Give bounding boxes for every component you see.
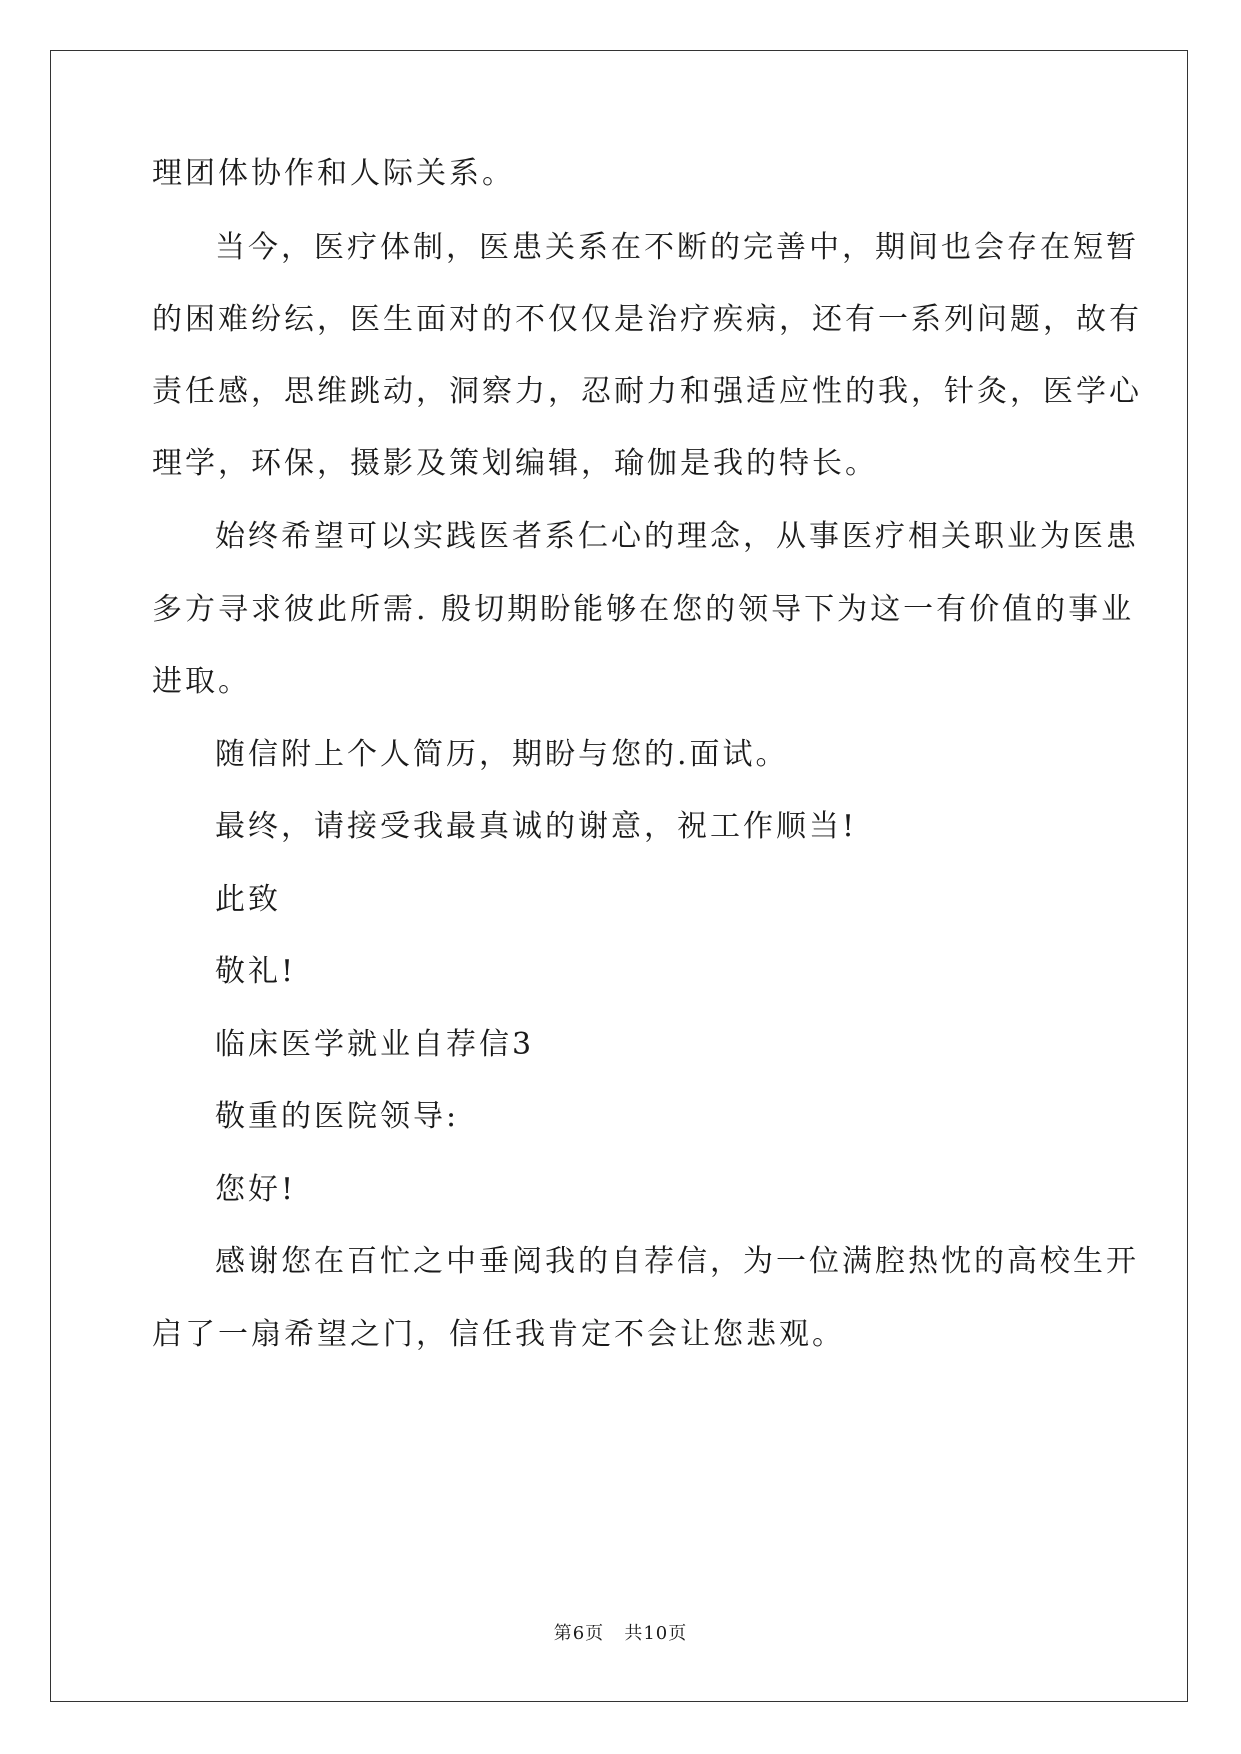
text-line: 责任感，思维跳动，洞察力，忍耐力和强适应性的我，针灸，医学心 [152, 374, 1142, 409]
letter-hello: 您好! [215, 1172, 297, 1207]
page-indicator: 第6页 共10页 [553, 1623, 688, 1644]
text-line: 理团体协作和人际关系。 [152, 156, 515, 191]
text-line: 启了一扇希望之门，信任我肯定不会让您悲观。 [152, 1317, 845, 1352]
text-line: 进取。 [152, 664, 251, 699]
text-line: 多方寻求彼此所需. 殷切期盼能够在您的领导下为这一有价值的事业 [152, 592, 1135, 627]
paragraph-start: 当今，医疗体制，医患关系在不断的完善中，期间也会存在短暂 [215, 230, 1139, 265]
paragraph-start: 随信附上个人简历，期盼与您的.面试。 [215, 737, 789, 772]
salutation-regards: 敬礼! [215, 954, 297, 989]
page-frame [50, 50, 1188, 1702]
text-line: 的困难纷纭，医生面对的不仅仅是治疗疾病，还有一系列问题，故有 [152, 302, 1142, 337]
letter-greeting: 敬重的医院领导: [215, 1099, 460, 1134]
text-line: 理学，环保，摄影及策划编辑，瑜伽是我的特长。 [152, 446, 878, 481]
paragraph-start: 感谢您在百忙之中垂阅我的自荐信，为一位满腔热忱的高校生开 [215, 1244, 1139, 1279]
salutation-closing: 此致 [215, 882, 281, 917]
paragraph-start: 最终，请接受我最真诚的谢意，祝工作顺当! [215, 809, 858, 844]
paragraph-start: 始终希望可以实践医者系仁心的理念，从事医疗相关职业为医患 [215, 519, 1139, 554]
section-heading: 临床医学就业自荐信3 [215, 1027, 535, 1062]
